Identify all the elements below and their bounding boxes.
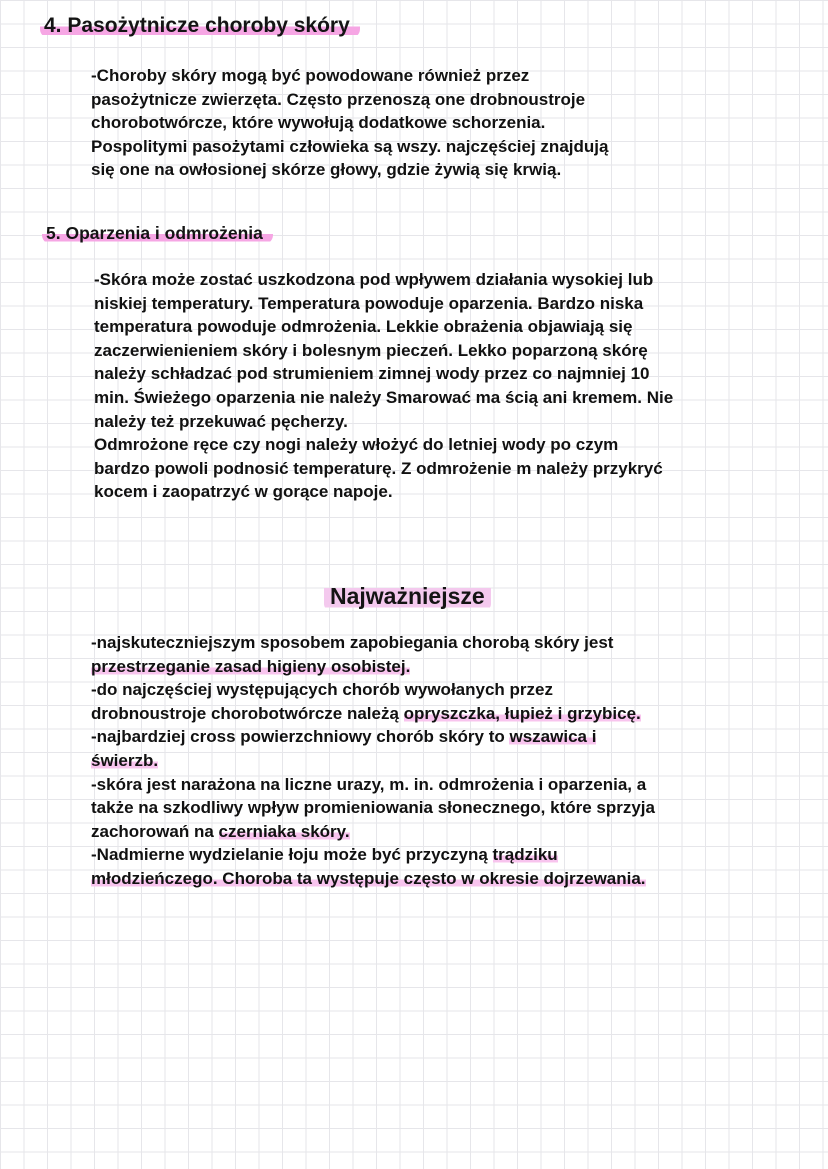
summary-heading: Najważniejsze — [324, 583, 491, 610]
text-line: należy też przekuwać pęcherzy. — [94, 411, 348, 431]
summary-line — [91, 773, 655, 797]
text-line: bardzo powoli podnosić temperaturę. Z odmrożenie m należy przykryć — [94, 458, 663, 478]
text-line: niskiej temperatury. Temperatura powoduje oparzenia. Bardzo niska — [94, 293, 644, 313]
text-line: pasożytnicze zwierzęta. Często przenoszą one drobnoustroje — [91, 89, 586, 109]
summary-line — [91, 749, 655, 773]
highlighted-text: przestrzeganie zasad higieny osobistej. — [91, 656, 411, 676]
text-span: -najbardziej cross powierzchniowy chorób skóry to — [91, 727, 510, 747]
text-line: należy schładzać pod strumieniem zimnej wody przez co najmniej 10 — [94, 364, 650, 384]
text-line: kocem i zaopatrzyć w gorące napoje. — [94, 482, 393, 502]
summary-line — [91, 867, 655, 891]
summary-line — [91, 820, 655, 844]
summary-line — [91, 702, 655, 726]
summary-line — [91, 725, 655, 749]
summary-line — [91, 678, 655, 702]
text-line: się one na owłosionej skórze głowy, gdzie żywią się krwią. — [91, 160, 562, 180]
text-line: -Skóra może zostać uszkodzona pod wpływem działania wysokiej lub — [94, 270, 654, 289]
section-heading-pasozytnicze: 4. Pasożytnicze choroby skóry — [40, 14, 360, 38]
section-heading-oparzenia: 5. Oparzenia i odmrożenia — [42, 223, 273, 244]
text-span: także na szkodliwy wpływ promieniowania słonecznego, które sprzyja — [91, 798, 655, 818]
highlighted-text: młodzieńczego. Choroba ta występuje często w okresie dojrzewania. — [91, 868, 646, 888]
highlighted-text: czerniaka skóry. — [218, 821, 350, 841]
highlighted-text: trądziku — [492, 845, 558, 865]
text-line: Odmrożone ręce czy nogi należy włożyć do letniej wody po czym — [94, 435, 619, 455]
text-span: zachorowań na — [91, 821, 219, 841]
text-span: -skóra jest narażona na liczne urazy, m. in. odmrożenia i oparzenia, a — [91, 774, 647, 794]
section-body-oparzenia — [94, 268, 673, 504]
highlighted-text: opryszczka, łupież i grzybicę. — [403, 703, 641, 723]
text-line: min. Świeżego oparzenia nie należy Smarować ma ścią ani kremem. Nie — [94, 387, 674, 407]
text-span: -najskuteczniejszym sposobem zapobiegania chorobą skóry jest — [91, 633, 614, 652]
text-span: -do najczęściej występujących chorób wywołanych przez — [91, 680, 553, 700]
text-span: drobnoustroje chorobotwórcze należą — [91, 703, 404, 723]
summary-line — [91, 631, 655, 655]
text-line: Pospolitymi pasożytami człowieka są wszy. najczęściej znajdują — [91, 136, 609, 156]
text-line: zaczerwienieniem skóry i bolesnym pieczeń. Lekko poparzoną skórę — [94, 340, 648, 360]
highlighted-text: świerzb. — [91, 750, 159, 770]
summary-line — [91, 796, 655, 820]
highlighted-text: wszawica i — [509, 727, 597, 747]
text-line: temperatura powoduje odmrożenia. Lekkie obrażenia objawiają się — [94, 317, 633, 337]
summary-line — [91, 655, 655, 679]
section-body-pasozytnicze — [91, 64, 608, 182]
text-line: -Choroby skóry mogą być powodowane również przez — [91, 66, 530, 85]
text-span: -Nadmierne wydzielanie łoju może być przyczyną — [91, 845, 493, 865]
summary-line — [91, 843, 655, 867]
text-line: chorobotwórcze, które wywołują dodatkowe schorzenia. — [91, 113, 546, 133]
summary-body — [91, 631, 655, 891]
